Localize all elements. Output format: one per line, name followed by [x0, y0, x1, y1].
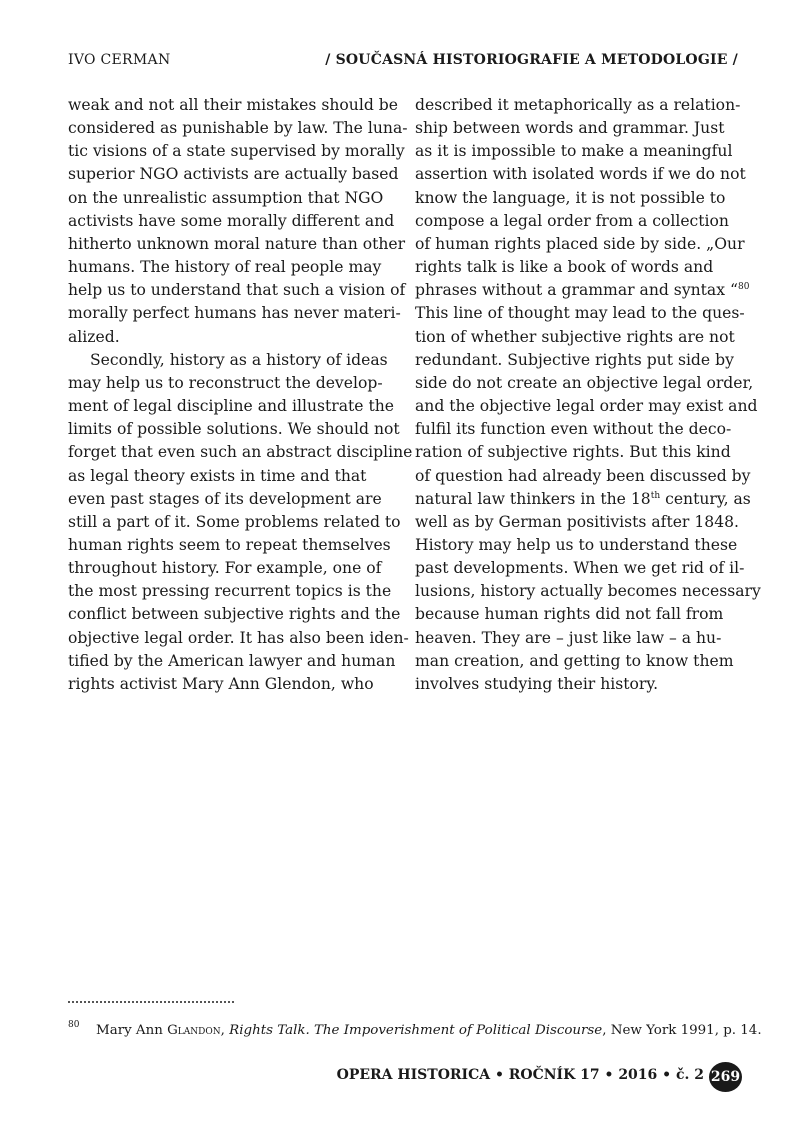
text-line: compose a legal order from a collection — [415, 211, 729, 230]
text-line: know the language, it is not possible to — [415, 188, 726, 207]
text-line: of human rights placed side by side. „Our — [415, 234, 745, 253]
footnote-publication: , New York 1991, p. 14. — [602, 1023, 762, 1038]
text-line: tion of whether subjective rights are not — [415, 327, 735, 346]
text-line: throughout history. For example, one of — [68, 559, 382, 578]
text-line: the most pressing recurrent topics is the — [68, 582, 392, 601]
text-line: rights activist Mary Ann Glendon, who — [68, 674, 374, 693]
footnote-author-first: Mary Ann — [96, 1023, 168, 1038]
text-line: fulfil its function even without the deco- — [415, 420, 732, 439]
ordinal-superscript: th — [650, 490, 661, 501]
text-line: redundant. Subjective rights put side by — [415, 350, 734, 369]
right-column — [415, 94, 761, 696]
text-line: weak and not all their mistakes should be — [68, 96, 398, 114]
footnote-number: 80 — [68, 1020, 80, 1030]
text-line: activists have some morally different and — [68, 211, 395, 230]
text-line: History may help us to understand these — [415, 535, 738, 554]
text-line: and the objective legal order may exist and — [415, 397, 758, 416]
text-line: because human rights did not fall from — [415, 605, 724, 624]
text-line: tic visions of a state supervised by morally — [68, 142, 405, 161]
text-line: as legal theory exists in time and that — [68, 466, 367, 485]
journal-footer: OPERA HISTORICA • ROČNÍK 17 • 2016 • č. 2 — [336, 1067, 704, 1083]
paragraph-start-line: Secondly, history as a history of ideas — [90, 350, 388, 369]
text-line: human rights seem to repeat themselves — [68, 535, 391, 554]
text-line: heaven. They are – just like law – a hu- — [415, 628, 722, 647]
footnote-separator-text: , — [220, 1023, 230, 1038]
text-fragment: phrases without a grammar and syntax “ — [415, 281, 738, 300]
text-line: as it is impossible to make a meaningful — [415, 142, 733, 161]
text-line: described it metaphorically as a relation- — [415, 96, 741, 114]
page-number-badge: 269 — [709, 1062, 742, 1092]
text-line: man creation, and getting to know them — [415, 651, 734, 670]
text-line: still a part of it. Some problems related to — [68, 512, 401, 531]
text-line: even past stages of its development are — [68, 489, 382, 508]
text-line: alized. — [68, 327, 120, 346]
text-line-with-superscript — [415, 488, 751, 511]
text-line: tified by the American lawyer and human — [68, 651, 396, 670]
text-line: ment of legal discipline and illustrate the — [68, 397, 395, 416]
text-line: well as by German positivists after 1848. — [415, 512, 739, 531]
text-line: conflict between subjective rights and the — [68, 605, 401, 624]
text-line: may help us to reconstruct the develop- — [68, 373, 383, 392]
footnote-reference[interactable]: 80 — [737, 282, 750, 293]
text-line: ship between words and grammar. Just — [415, 119, 725, 138]
text-line: assertion with isolated words if we do not — [415, 165, 746, 184]
text-line: This line of thought may lead to the ques- — [415, 304, 745, 323]
text-line: limits of possible solutions. We should not — [68, 420, 400, 439]
left-column — [68, 94, 413, 696]
running-head-author: IVO CERMAN — [68, 52, 171, 68]
text-line: past developments. When we get rid of il- — [415, 559, 745, 578]
text-line: on the unrealistic assumption that NGO — [68, 188, 384, 207]
footnote-text — [96, 1023, 762, 1038]
text-line: lusions, history actually becomes necessary — [415, 582, 761, 601]
text-line: side do not create an objective legal order, — [415, 373, 754, 392]
text-fragment: century, as — [660, 489, 751, 508]
text-fragment: natural law thinkers in the 18 — [415, 489, 651, 508]
footnote-separator — [68, 1001, 234, 1003]
text-line: superior NGO activists are actually based — [68, 165, 399, 184]
text-line-with-footnote-ref — [415, 279, 750, 302]
text-line: help us to understand that such a vision of — [68, 281, 406, 300]
text-line: hitherto unknown moral nature than other — [68, 234, 406, 253]
text-line: ration of subjective rights. But this kind — [415, 443, 731, 462]
text-line: rights talk is like a book of words and — [415, 258, 714, 277]
text-line: considered as punishable by law. The luna- — [68, 119, 408, 138]
footnote-author-last: Glandon — [167, 1023, 221, 1038]
text-line: of question had already been discussed by — [415, 466, 751, 485]
text-line: humans. The history of real people may — [68, 258, 382, 277]
text-line: forget that even such an abstract discipline — [68, 443, 413, 462]
running-head-section: / SOUČASNÁ HISTORIOGRAFIE A METODOLOGIE / — [325, 52, 738, 68]
text-line: objective legal order. It has also been iden- — [68, 628, 409, 647]
text-line: morally perfect humans has never materi- — [68, 304, 401, 323]
footnote-title: Rights Talk. The Impoverishment of Political Discourse — [229, 1023, 603, 1038]
text-line: involves studying their history. — [415, 674, 659, 693]
